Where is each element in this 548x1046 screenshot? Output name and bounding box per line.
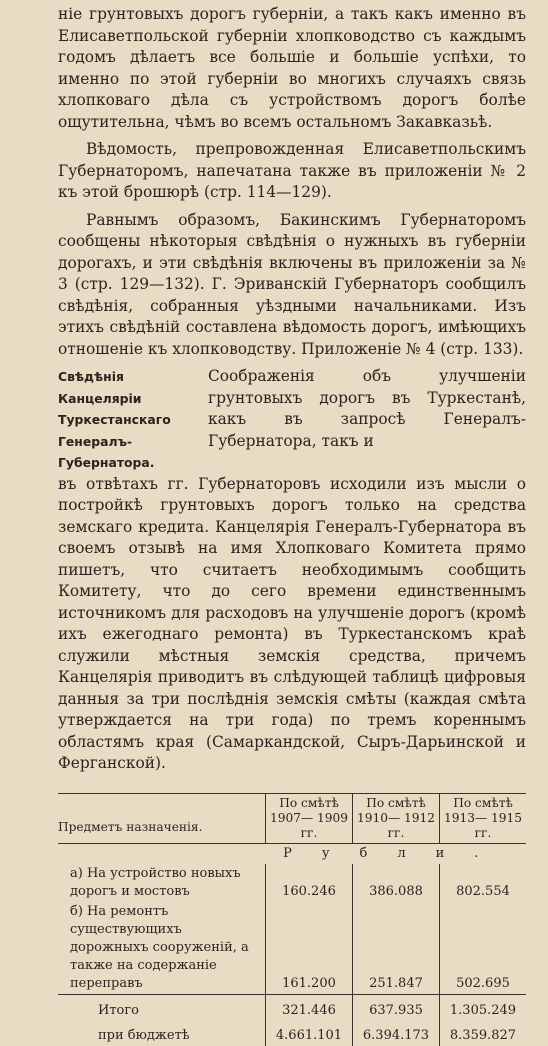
table-header-1910: По смѣтѣ 1910— 1912 гг. <box>353 793 440 843</box>
table-budget-row <box>58 1021 526 1046</box>
paragraph-baku-erivan: Равнымъ образомъ, Бакинскимъ Губернаторомъ сообщены нѣкоторыя свѣдѣнія о нужныхъ въ губерніи дорогахъ, и эти свѣдѣнія включены въ приложеніи за № 3 (стр. 129—132). Г. Эриванскій Губернаторъ сообщилъ свѣдѣнія, собранныя уѣздными начальниками. Изъ этихъ свѣдѣній составлена вѣдомость дорогъ, имѣющихъ отношеніе къ хлопководству. Приложеніе № 4 (стр. 133). <box>58 210 526 358</box>
row-value: 502.695 <box>440 902 527 995</box>
table-unit: Рубли. <box>283 845 509 861</box>
total-value: 1.305.249 <box>440 1001 527 1021</box>
total-value: 637.935 <box>353 1001 440 1021</box>
table-header-item: Предметъ назначенія. <box>58 819 203 834</box>
total-value: 321.446 <box>266 1001 353 1021</box>
turkestan-section <box>58 366 526 474</box>
table-header-1907: По смѣтѣ 1907— 1909 гг. <box>266 793 353 843</box>
paragraph-turkestan-continued: въ отвѣтахъ гг. Губернаторовъ исходили изъ мысли о постройкѣ грунтовыхъ дорогъ только на средства земскаго кредита. Канцелярія Генералъ-Губернатора въ своемъ отзывѣ на имя Хлопковаго Комитета прямо пишетъ, что считаетъ необходимымъ сообщить Комитету, что до сего времени единственнымъ источникомъ для расходовъ на улучшеніе дорогъ (кромѣ ихъ ежегоднаго ремонта) въ Туркестанскомъ краѣ служили мѣстныя земскія средства, причемъ Канцелярія приводитъ въ слѣдующей таблицѣ цифровыя данныя за три послѣднія земскія смѣты (каждая смѣта утверждается на три года) по тремъ кореннымъ областямъ края (Самаркандской, Сыръ-Дарьинской и Ферганской). <box>58 474 526 772</box>
row-value: 161.200 <box>266 902 353 995</box>
table-row <box>58 864 526 902</box>
row-label: а) На устройство новыхъ дорогъ и мостовъ <box>70 865 241 899</box>
table-row <box>58 902 526 995</box>
budget-value: 4.661.101 <box>266 1021 353 1046</box>
paragraph-elisavetpol-roads: ніе грунтовыхъ дорогъ губерніи, а такъ какъ именно въ Елисаветпольской губерніи хлопководство съ каждымъ годомъ дѣлаетъ все большіе и большіе успѣхи, то именно по этой губерніи во многихъ случаяхъ связь хлопковаго дѣла съ устройствомъ дорогъ болѣе ощутительна, чѣмъ во всемъ остальномъ Закавказьѣ. <box>58 5 526 131</box>
budget-value: 8.359.827 <box>440 1021 527 1046</box>
row-value: 386.088 <box>353 864 440 902</box>
row-value: 160.246 <box>266 864 353 902</box>
side-heading: Свѣдѣнія Канцеляріи Туркестанскаго Генералъ-Губернатора. <box>58 369 171 470</box>
paragraph-elisavetpol-report: Вѣдомость, препровожденная Елисаветпольскимъ Губернаторомъ, напечатана также въ приложеніи № 2 къ этой брошюрѣ (стр. 114—129). <box>58 140 526 201</box>
budget-table <box>58 793 526 1046</box>
budget-value: 6.394.173 <box>353 1021 440 1046</box>
paragraph-turkestan-start: Соображенія объ улучшеніи грунтовыхъ дорогъ въ Туркестанѣ, какъ въ запросѣ Генералъ-Губернатора, такъ и <box>208 367 526 450</box>
budget-label: при бюджетѣ <box>98 1027 190 1043</box>
row-value: 802.554 <box>440 864 527 902</box>
row-label: б) На ремонтъ существующихъ дорожныхъ сооруженій, а также на содержаніе переправъ <box>70 903 249 991</box>
total-label: Итого <box>98 1002 139 1018</box>
table-header-1913: По смѣтѣ 1913— 1915 гг. <box>440 793 527 843</box>
row-value: 251.847 <box>353 902 440 995</box>
table-total-row <box>58 1001 526 1021</box>
